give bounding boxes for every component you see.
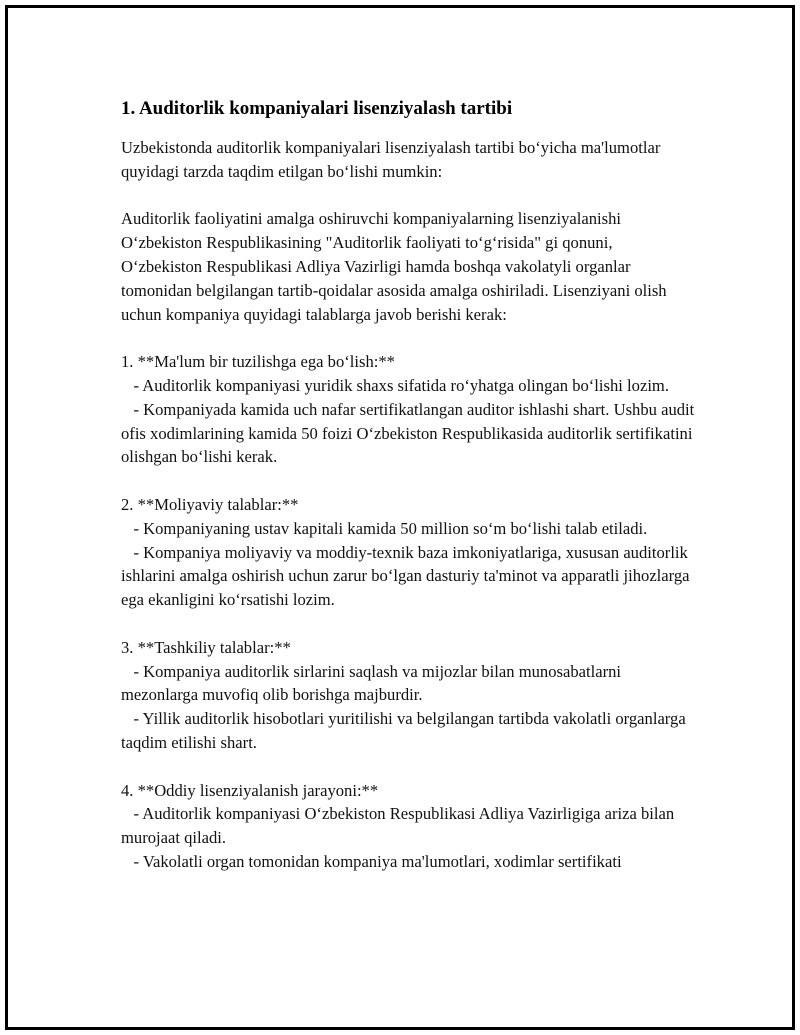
bullet-item: - Kompaniyada kamida uch nafar sertifikatlangan auditor ishlashi shart. Ushbu audit ofis xodimlarining kamida 50 foizi O‘zbekiston Respublikasida auditorlik sertifikatini olishgan bo‘lishi kerak. xyxy=(121,399,699,467)
bullet-item: - Yillik auditorlik hisobotlari yuritilishi va belgilangan tartibda vakolatli organlarga taqdim etilishi shart. xyxy=(121,709,690,752)
page-frame xyxy=(5,5,795,1030)
document-title: 1. Auditorlik kompaniyalari lisenziyalash tartibi xyxy=(121,98,513,119)
bullet-item: - Kompaniya auditorlik sirlarini saqlash va mijozlar bilan munosabatlarni mezonlarga muvofiq olib borishga majburdir. xyxy=(121,661,626,705)
intro-paragraph: Uzbekistonda auditorlik kompaniyalari lisenziyalash tartibi bo‘yicha ma'lumotlar quyidagi tarzda taqdim etilgan bo‘lishi mumkin: xyxy=(121,138,661,181)
document-body xyxy=(121,96,699,898)
section-structure xyxy=(121,350,699,469)
bullet-item: - Kompaniya moliyaviy va moddiy-texnik baza imkoniyatlariga, xususan auditorlik ishlarini amalga oshirish uchun zarur bo‘lgan dasturiy ta'minot va apparatli jihozlarga ega ekanligini ko‘rsatishi lozim. xyxy=(121,542,694,610)
bullet-item: - Auditorlik kompaniyasi yuridik shaxs sifatida ro‘yhatga olingan bo‘lishi lozim. xyxy=(121,375,669,395)
section-heading: 1. **Ma'lum bir tuzilishga ega bo‘lish:** xyxy=(121,352,395,372)
bullet-item: - Auditorlik kompaniyasi O‘zbekiston Respublikasi Adliya Vazirligiga ariza bilan murojaat qiladi. xyxy=(121,804,679,848)
section-heading: 3. **Tashkiliy talablar:** xyxy=(121,637,291,657)
bullet-item: - Kompaniyaning ustav kapitali kamida 50 million so‘m bo‘lishi talab etiladi. xyxy=(121,518,648,538)
section-organizational xyxy=(121,636,696,755)
licensing-paragraph: Auditorlik faoliyatini amalga oshiruvchi kompaniyalarning lisenziyalanishi O‘zbekiston Respublikasining "Auditorlik faoliyati to‘g‘risida" gi qonuni, O‘zbekiston Respublikasi Adliya Vazirligi hamda boshqa vakolatyli organlar tomonidan belgilangan tartib-qoidalar asosida amalga oshiriladi. Lisenziyani olish uchun kompaniya quyidagi talablarga javob berishi kerak: xyxy=(121,209,667,324)
section-process xyxy=(121,779,696,874)
section-heading: 2. **Moliyaviy talablar:** xyxy=(121,494,299,514)
section-financial xyxy=(121,493,696,612)
section-heading: 4. **Oddiy lisenziyalanish jarayoni:** xyxy=(121,780,379,800)
bullet-item: - Vakolatli organ tomonidan kompaniya ma'lumotlari, xodimlar sertifikati xyxy=(121,851,622,871)
